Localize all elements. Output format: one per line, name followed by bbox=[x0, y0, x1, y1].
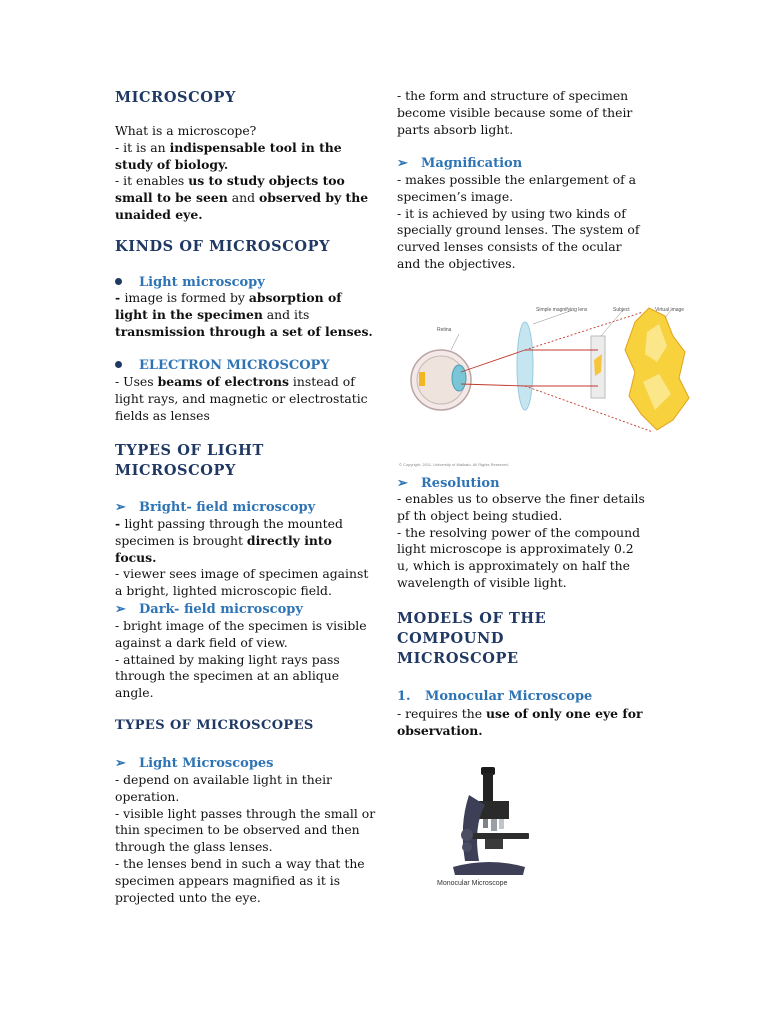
monocular-caption: Monocular Microscope bbox=[437, 880, 508, 887]
heading-resolution: ➢ Resolution bbox=[397, 476, 500, 491]
bright-field-text: - light passing through the mounted specimen is brought directly into focus. - viewer sees image of specimen against a bright, lighted microscopic field. bbox=[115, 516, 369, 599]
arrow-bullet-icon: ➢ bbox=[397, 476, 408, 491]
heading-models-compound-microscope: MODELS OF THE COMPOUND MICROSCOPE bbox=[397, 610, 547, 667]
label-simple-magnifying-lens: Simple magnifying lens bbox=[536, 307, 588, 313]
heading-electron-microscopy: ELECTRON MICROSCOPY bbox=[115, 357, 330, 374]
light-microscopy-text: - image is formed by absorption of light in the specimen and its transmission through a set of lenses. bbox=[115, 290, 373, 339]
absorption-continuation-text: - the form and structure of specimen become visible because some of their parts absorb light. bbox=[397, 88, 633, 137]
light-microscopes-text: - depend on available light in their operation. - visible light passes through the small or thin specimen to be observed and then through the glass lenses. - the lenses bend in such a way that the specimen appears magnified as it is projected unto the eye. bbox=[115, 772, 376, 905]
title-microscopy: MICROSCOPY bbox=[115, 89, 236, 106]
label-retina: Retina bbox=[437, 327, 452, 333]
label-virtual-image: Virtual image bbox=[655, 307, 685, 313]
bullet-dot-icon bbox=[115, 361, 122, 368]
eye-icon bbox=[411, 350, 471, 410]
magnifying-lens-diagram bbox=[399, 302, 699, 474]
light-rays bbox=[461, 312, 653, 432]
bullet-dot-icon bbox=[115, 278, 122, 285]
heading-magnification: ➢ Magnification bbox=[397, 156, 523, 171]
heading-dark-field: ➢ Dark- field microscopy bbox=[115, 602, 303, 617]
electron-microscopy-text: - Uses beams of electrons instead of light rays, and magnetic or electrostatic fields as lenses bbox=[115, 374, 368, 423]
dark-field-text: - bright image of the specimen is visible against a dark field of view. - attained by making light rays pass through the specimen at an ablique angle. bbox=[115, 618, 367, 701]
heading-monocular-microscope: 1. Monocular Microscope bbox=[397, 689, 593, 704]
simple-magnifying-lens bbox=[517, 322, 533, 410]
arrow-bullet-icon: ➢ bbox=[115, 500, 126, 515]
heading-light-microscopes: ➢ Light Microscopes bbox=[115, 756, 274, 771]
arrow-bullet-icon: ➢ bbox=[115, 602, 126, 617]
label-subject: Subject bbox=[613, 307, 630, 313]
arrow-bullet-icon: ➢ bbox=[397, 156, 408, 171]
virtual-image-object bbox=[625, 308, 689, 430]
monocular-text: - requires the use of only one eye for observation. bbox=[397, 706, 643, 738]
monocular-microscope-figure bbox=[439, 765, 539, 891]
heading-types-of-light-microscopy: TYPES OF LIGHT MICROSCOPY bbox=[115, 442, 264, 479]
heading-bright-field: ➢ Bright- field microscopy bbox=[115, 500, 316, 515]
magnification-text: - makes possible the enlargement of a specimen’s image. - it is achieved by using two kinds of specially ground lenses. The system of curved lenses consists of the ocular and the objectives. bbox=[397, 172, 640, 271]
heading-kinds-of-microscopy: KINDS OF MICROSCOPY bbox=[115, 238, 331, 255]
heading-types-of-microscopes: TYPES OF MICROSCOPES bbox=[115, 718, 314, 733]
microscope-icon bbox=[439, 765, 539, 881]
intro-question: What is a microscope? bbox=[115, 123, 257, 138]
lens-diagram-svg bbox=[403, 302, 699, 442]
resolution-text: - enables us to observe the finer details pf th object being studied. - the resolving power of the compound light microscope is approximately 0.2 u, which is approximately on half the wavelength of visible light. bbox=[397, 491, 645, 590]
list-number: 1. bbox=[397, 689, 411, 704]
figure-copyright: © Copyright, 2011. University of Waikato. All Rights Reserved. bbox=[399, 462, 509, 467]
arrow-bullet-icon: ➢ bbox=[115, 756, 126, 771]
intro-paragraph: What is a microscope? - it is an indispensable tool in the study of biology. - it enables us to study objects too small to be seen and observed by the unaided eye. bbox=[115, 123, 377, 224]
heading-light-microscopy: Light microscopy bbox=[115, 274, 265, 291]
